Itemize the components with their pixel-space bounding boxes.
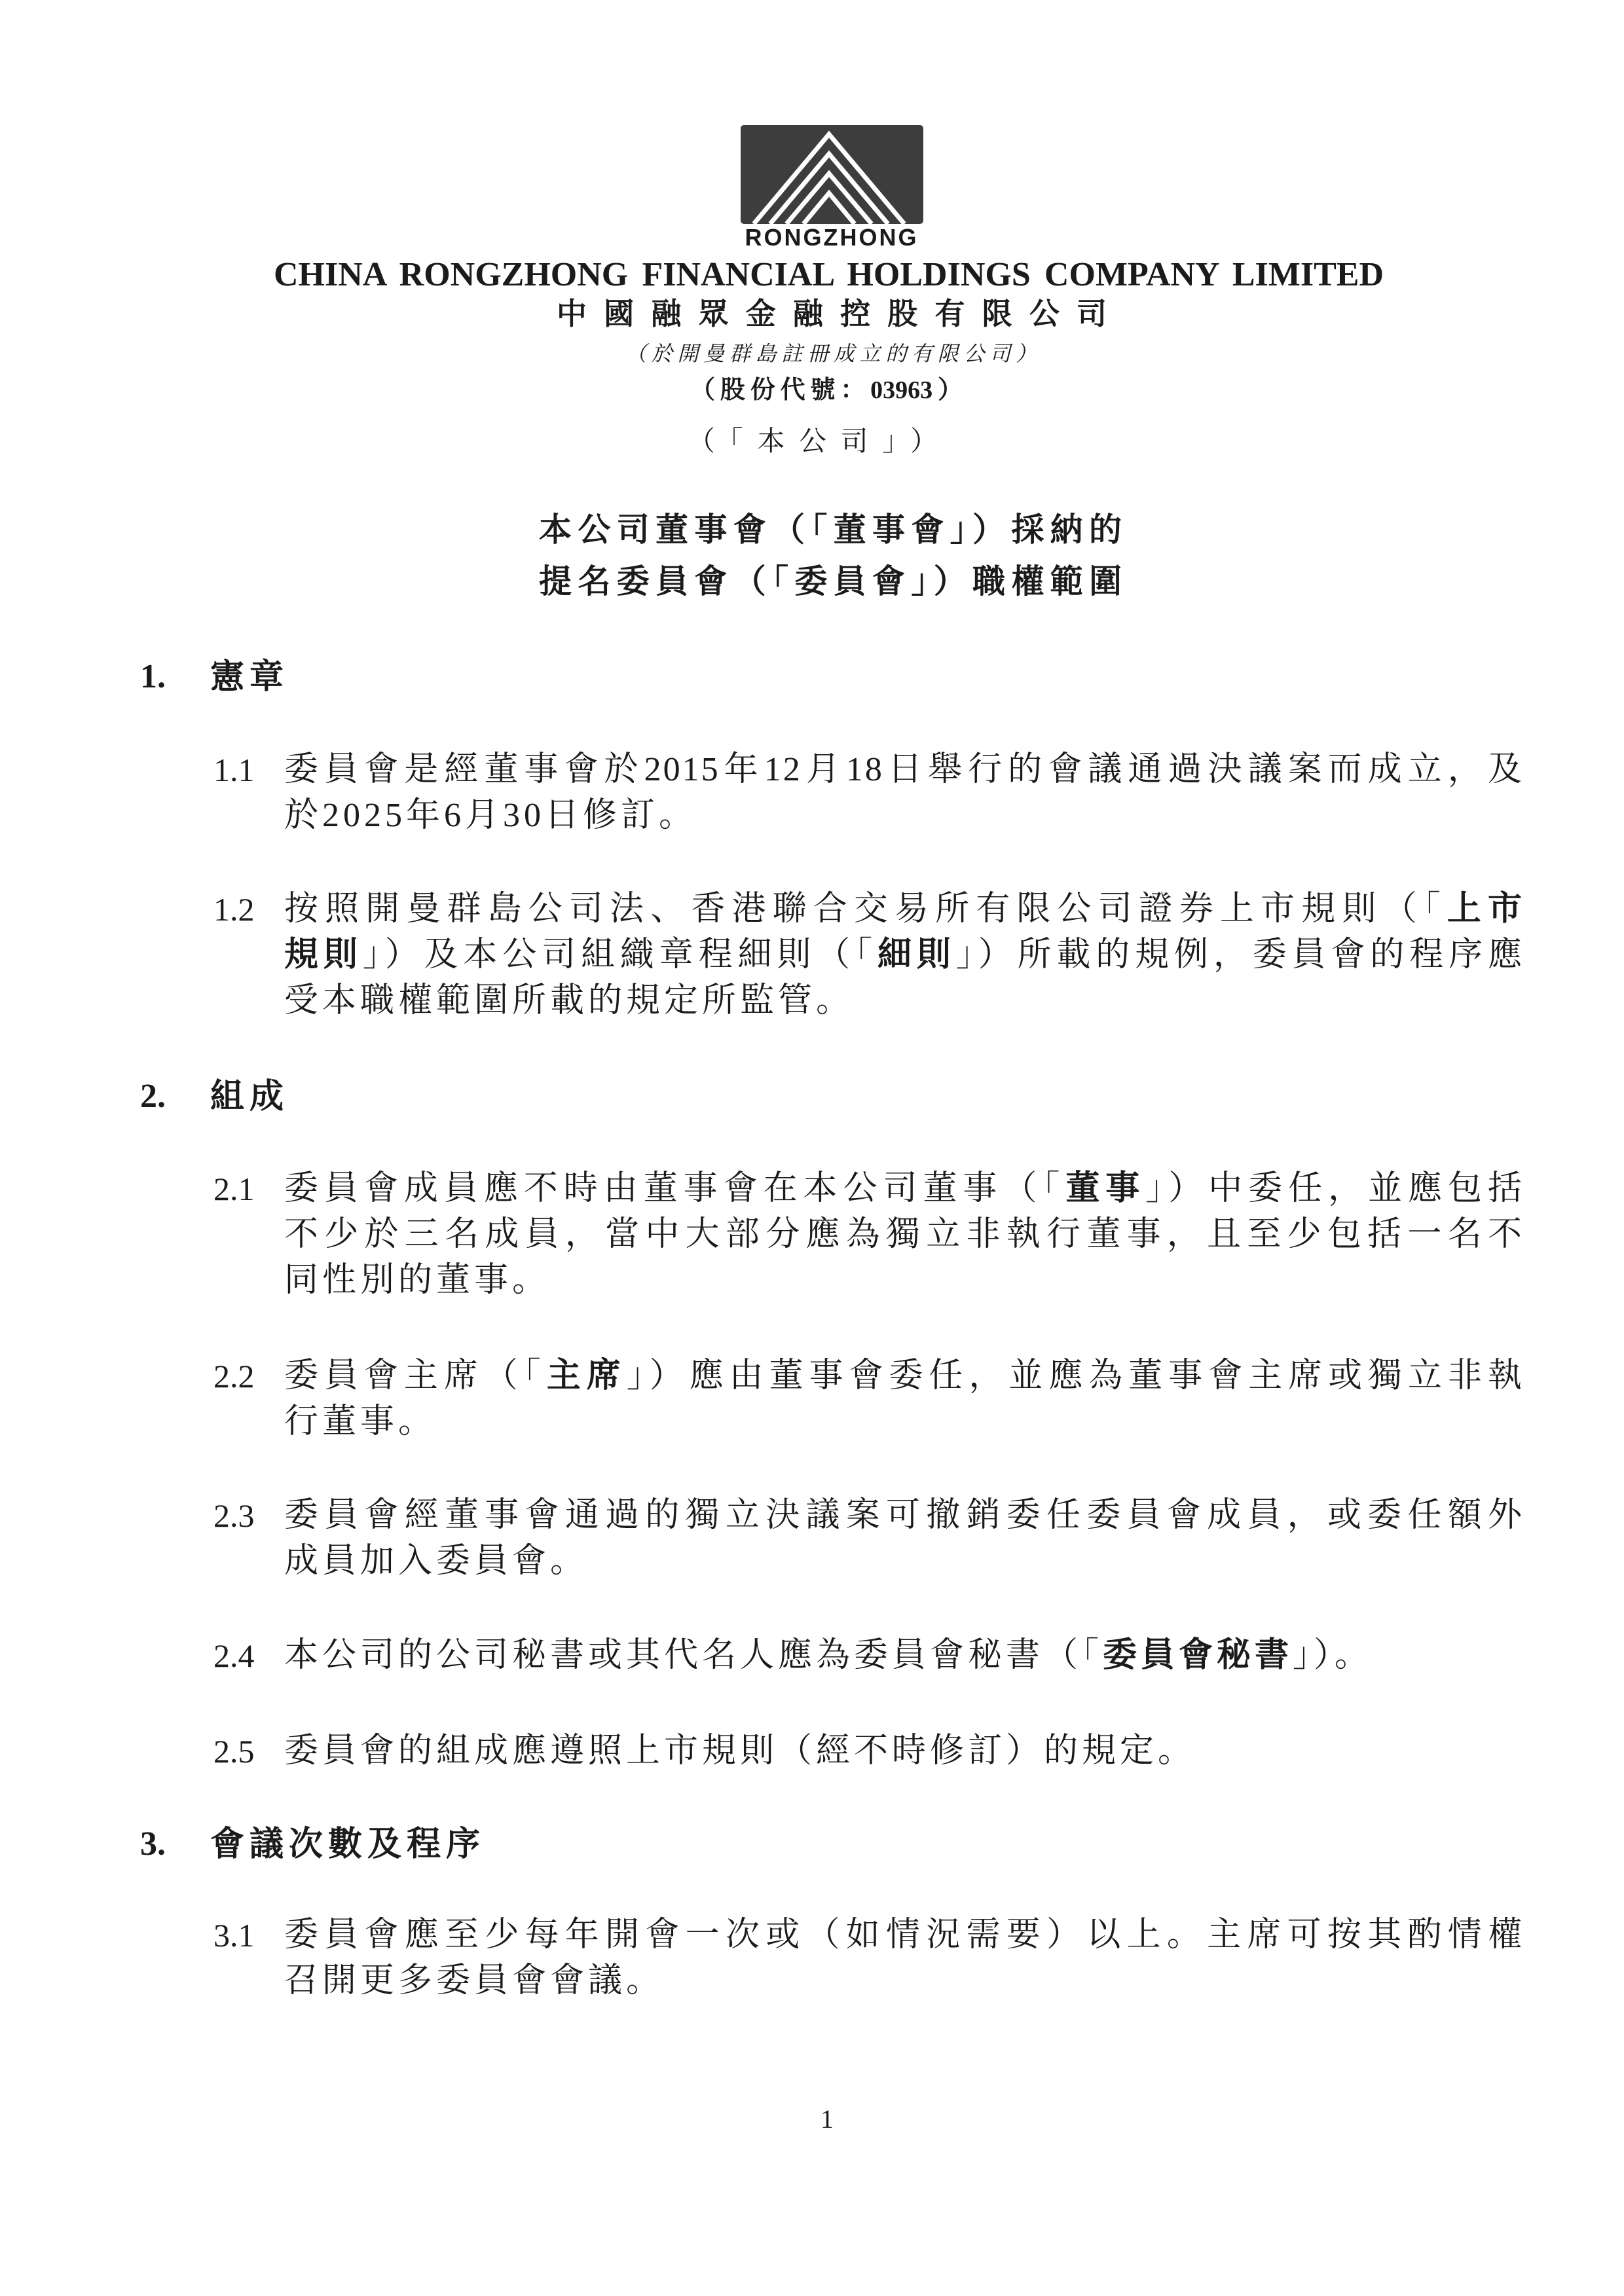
section-title: 組成 [210, 1078, 289, 1116]
clause-number: 1.1 [213, 752, 255, 788]
section-heading-1 [0, 654, 1624, 700]
stock-code: （股份代號：03963） [690, 376, 963, 404]
defined-term: 委員會秘書 [1103, 1637, 1293, 1674]
clause-number: 2.3 [213, 1497, 255, 1534]
text-segment: 本公司的公司秘書或其代名人應為委員會秘書（「 [284, 1637, 1103, 1674]
page-number: 1 [821, 2104, 834, 2134]
text-segment: 按照開曼群島公司法、香港聯合交易所有限公司證券上市規則（「 [284, 890, 1447, 928]
mountain-chevron-logo-icon [741, 125, 923, 224]
text-segment: 」）所載的規例，委員會的程序應 [955, 936, 1524, 974]
text-line [284, 1212, 1524, 1258]
section-number: 2. [140, 1078, 166, 1115]
text-line [284, 932, 1524, 978]
clause-text [284, 1728, 1524, 1774]
text-line [284, 1633, 1524, 1679]
company-short-name: （「本公司」） [688, 426, 938, 456]
clause-number: 2.1 [213, 1171, 255, 1207]
section-title: 憲章 [210, 658, 289, 696]
text-segment: 委員會的組成應遵照上市規則（經不時修訂）的規定。 [284, 1732, 1196, 1770]
text-segment: 委員會應至少每年開會一次或（如情況需要）以上。主席可按其酌情權 [284, 1916, 1524, 1954]
text-segment: 成員加入委員會。 [284, 1542, 589, 1580]
company-name-chinese: 中國融眾金融控股有限公司 [557, 297, 1107, 331]
text-segment: 委員會主席（「 [284, 1357, 547, 1394]
defined-term: 上市 [1447, 890, 1524, 928]
text-segment: 」）中委任，並應包括 [1145, 1170, 1524, 1207]
text-line [284, 793, 1524, 839]
document-title-line-2: 提名委員會（「委員會」）職權範圍 [539, 563, 1123, 600]
text-line [284, 1258, 1524, 1303]
text-segment: 不少於三名成員，當中大部分應為獨立非執行董事，且至少包括一名不 [284, 1216, 1524, 1253]
clause-text [284, 747, 1524, 839]
text-line [284, 1493, 1524, 1539]
logo-wordmark: RONGZHONG [745, 224, 919, 251]
clause-text [284, 886, 1524, 1024]
text-line [284, 747, 1524, 793]
text-line [284, 1166, 1524, 1212]
section-heading-2 [0, 1074, 1624, 1120]
text-segment: 」）應由董事會委任，並應為董事會主席或獨立非執 [626, 1357, 1524, 1394]
text-line [284, 1539, 1524, 1584]
clause-number: 1.2 [213, 891, 255, 928]
text-segment: 行董事。 [284, 1403, 437, 1440]
document-title-line-1: 本公司董事會（「董事會」）採納的 [539, 511, 1123, 548]
section-title: 會議次數及程序 [210, 1825, 486, 1863]
defined-term: 規則 [284, 936, 363, 974]
text-line [284, 1728, 1524, 1774]
defined-term: 主席 [546, 1357, 627, 1394]
text-line [284, 978, 1524, 1024]
text-segment: 委員會成員應不時由董事會在本公司董事（「 [284, 1170, 1066, 1207]
text-segment: 召開更多委員會會議。 [284, 1962, 665, 1999]
section-heading-3 [0, 1821, 1624, 1867]
clause-text [284, 1633, 1524, 1679]
defined-term: 董事 [1065, 1170, 1146, 1207]
text-line [284, 1353, 1524, 1399]
clause-number: 3.1 [213, 1917, 255, 1954]
section-number: 3. [140, 1825, 166, 1863]
text-segment: 委員會是經董事會於2015年12月18日舉行的會議通過決議案而成立，及 [284, 751, 1524, 788]
company-name-english: CHINA RONGZHONG FINANCIAL HOLDINGS COMPANY LIMITED [274, 256, 1384, 293]
clause-text [284, 1166, 1524, 1303]
text-line [284, 886, 1524, 932]
clause-number: 2.2 [213, 1358, 255, 1394]
clause-text [284, 1912, 1524, 2004]
clause-text [284, 1353, 1524, 1445]
text-segment: 同性別的董事。 [284, 1262, 551, 1299]
section-number: 1. [140, 658, 166, 695]
text-segment: 受本職權範圍所載的規定所監管。 [284, 982, 855, 1019]
text-segment: 」）。 [1293, 1637, 1373, 1674]
text-segment: 」）及本公司組織章程細則（「 [362, 936, 877, 974]
text-line [284, 1912, 1524, 1958]
defined-term: 細則 [877, 936, 956, 974]
incorporation-note: （於開曼群島註冊成立的有限公司） [625, 342, 1039, 365]
text-segment: 委員會經董事會通過的獨立決議案可撤銷委任委員會成員，或委任額外 [284, 1497, 1524, 1534]
text-line [284, 1958, 1524, 2004]
clause-number: 2.4 [213, 1637, 255, 1674]
text-line [284, 1399, 1524, 1445]
clause-number: 2.5 [213, 1733, 255, 1770]
clause-text [284, 1493, 1524, 1584]
text-segment: 於2025年6月30日修訂。 [284, 797, 697, 834]
